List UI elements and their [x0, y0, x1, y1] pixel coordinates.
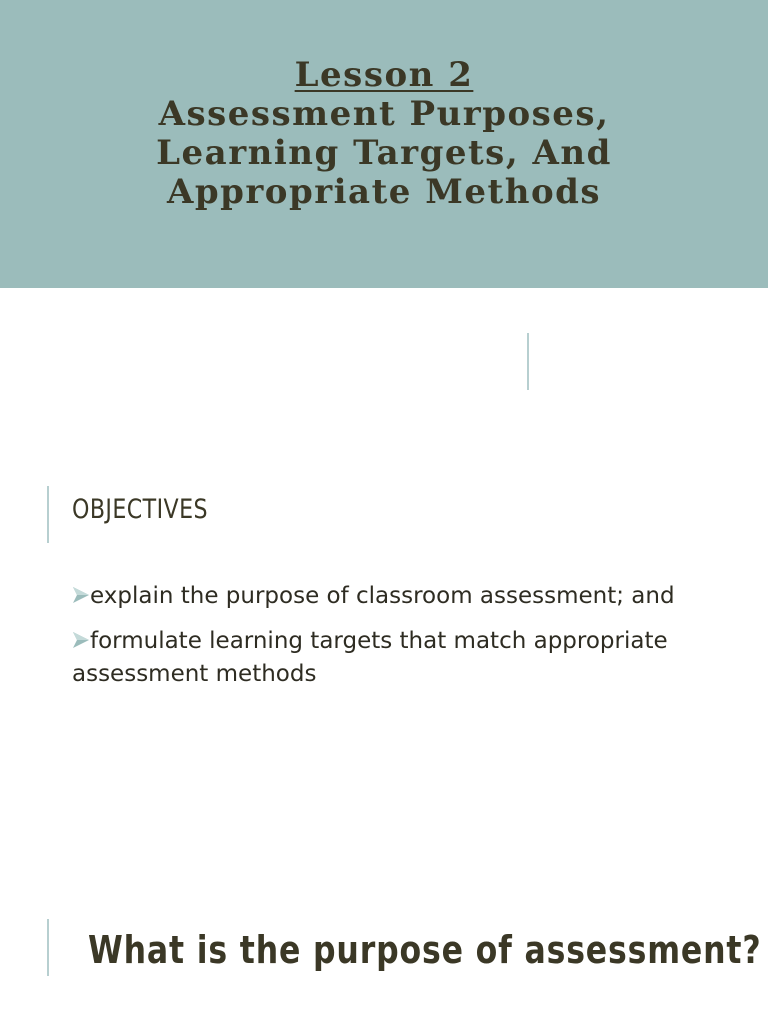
- title-line-3: Appropriate Methods: [166, 172, 602, 212]
- title-line-2: Learning Targets, And: [156, 133, 612, 173]
- arrow-bullet-icon: [72, 584, 90, 606]
- list-item: [72, 580, 722, 613]
- arrow-bullet-icon: [72, 629, 90, 651]
- list-item: [72, 625, 722, 691]
- vertical-divider: [527, 333, 529, 390]
- lesson-number: Lesson 2: [294, 55, 474, 95]
- objectives-accent-bar: [47, 486, 49, 543]
- bullet-text: formulate learning targets that match appropriate assessment methods: [72, 628, 668, 687]
- objectives-list: [72, 580, 722, 703]
- objectives-heading: OBJECTIVES: [72, 494, 208, 525]
- slide-title: [0, 56, 768, 212]
- bullet-text: explain the purpose of classroom assessment; and: [90, 583, 675, 609]
- title-line-1: Assessment Purposes,: [158, 94, 610, 134]
- question-heading: What is the purpose of assessment?: [88, 928, 762, 972]
- question-accent-bar: [47, 919, 49, 976]
